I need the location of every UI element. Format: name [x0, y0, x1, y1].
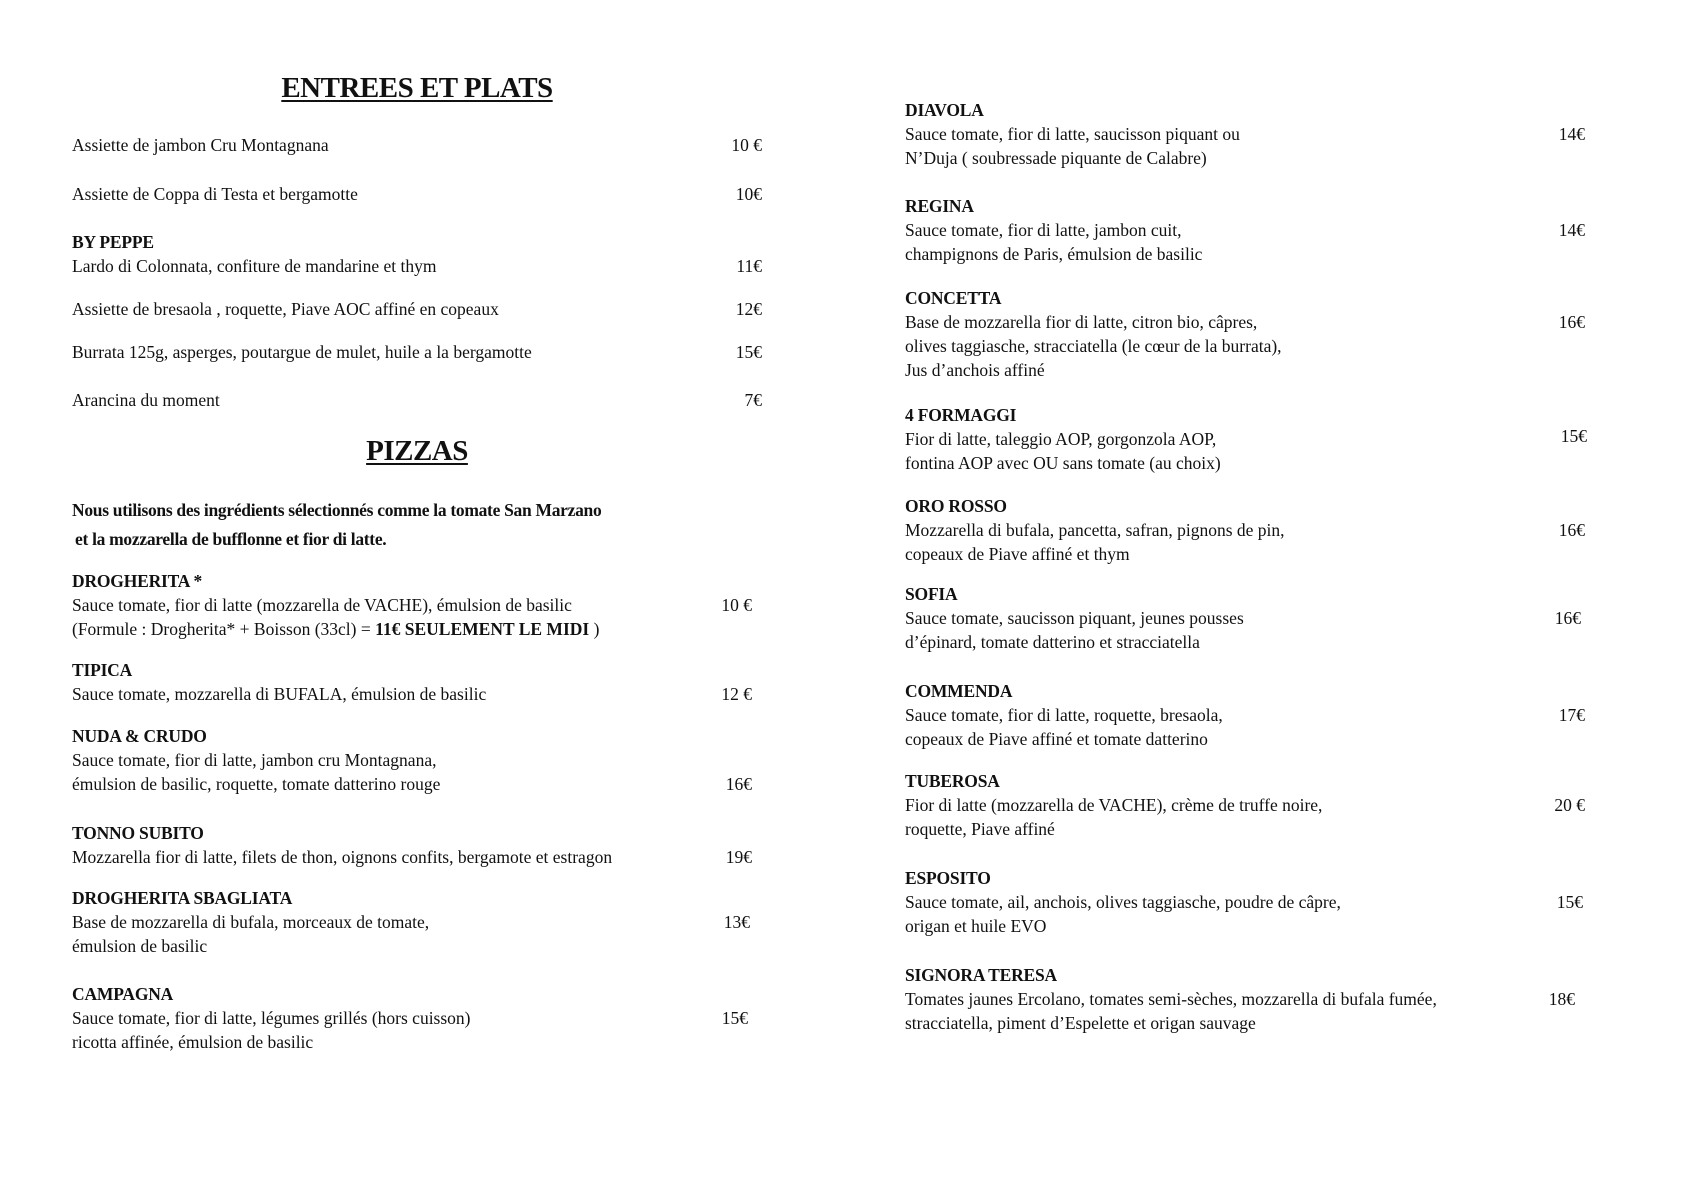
pizza-commenda: [905, 679, 1585, 751]
item-desc: Assiette de jambon Cru Montagnana: [72, 135, 329, 155]
item-price: 10 €: [731, 135, 762, 155]
item-price: 13€: [723, 912, 750, 932]
item-desc: Tomates jaunes Ercolano, tomates semi-sèches, mozzarella di bufala fumée,: [905, 989, 1437, 1009]
formula-offer: 11€ SEULEMENT LE MIDI: [375, 619, 590, 639]
item-price: 20 €: [1554, 795, 1585, 815]
item-price: 16€: [725, 774, 752, 794]
item-desc: Base de mozzarella di bufala, morceaux de tomate,: [72, 912, 430, 932]
item-price: 18€: [1548, 989, 1575, 1009]
pizza-campagna: [72, 982, 762, 1054]
item-name: ORO ROSSO: [905, 496, 1007, 516]
item-desc: Sauce tomate, fior di latte, légumes grillés (hors cuisson): [72, 1008, 471, 1028]
item-name: SIGNORA TERESA: [905, 965, 1057, 985]
pizza-signora-teresa: [905, 963, 1585, 1035]
item-desc: Assiette de Coppa di Testa et bergamotte: [72, 184, 358, 204]
pizza-drogherita-sbagliata: [72, 886, 762, 958]
item-desc: Sauce tomate, fior di latte, roquette, bresaola,: [905, 705, 1223, 725]
item-name: DIAVOLA: [905, 100, 984, 120]
item-price: 11€: [736, 256, 762, 276]
item-desc: Sauce tomate, fior di latte (mozzarella de VACHE), émulsion de basilic: [72, 595, 572, 615]
item-price: 15€: [735, 342, 762, 362]
item-desc: Sauce tomate, ail, anchois, olives taggiasche, poudre de câpre,: [905, 892, 1341, 912]
item-price: 15€: [1556, 892, 1583, 912]
item-price: 10€: [735, 184, 762, 204]
item-name: NUDA & CRUDO: [72, 726, 207, 746]
item-price: 16€: [1558, 312, 1585, 332]
item-desc: Sauce tomate, fior di latte, saucisson piquant ou: [905, 124, 1240, 144]
item-desc: Sauce tomate, mozzarella di BUFALA, émulsion de basilic: [72, 684, 487, 704]
item-price: 12 €: [721, 684, 752, 704]
item-desc: olives taggiasche, stracciatella (le cœur de la burrata),: [905, 336, 1282, 356]
item-desc: Mozzarella fior di latte, filets de thon, oignons confits, bergamote et estragon: [72, 847, 613, 867]
formula-suffix: ): [589, 619, 600, 639]
note-line-2: et la mozzarella de bufflonne et fior di latte.: [75, 529, 387, 549]
pizza-tuberosa: [905, 769, 1585, 841]
pizza-tipica: [72, 658, 762, 706]
item-name: CAMPAGNA: [72, 984, 174, 1004]
pizza-regina: [905, 194, 1585, 266]
item-price: 14€: [1558, 124, 1585, 144]
item-desc: origan et huile EVO: [905, 916, 1047, 936]
entree-item-1: [72, 133, 762, 157]
pizza-concetta: [905, 286, 1585, 382]
item-desc: Burrata 125g, asperges, poutargue de mulet, huile a la bergamotte: [72, 342, 532, 362]
item-price: 10 €: [721, 595, 752, 615]
item-desc: Sauce tomate, fior di latte, jambon cru Montagnana,: [72, 750, 437, 770]
item-desc: Mozzarella di bufala, pancetta, safran, pignons de pin,: [905, 520, 1285, 540]
pizza-tonno-subito: [72, 821, 762, 869]
item-desc: copeaux de Piave affiné et tomate datterino: [905, 729, 1208, 749]
item-desc: N’Duja ( soubressade piquante de Calabre): [905, 148, 1207, 168]
item-name: 4 FORMAGGI: [905, 405, 1017, 425]
pizzas-title: PIZZAS: [366, 435, 468, 467]
item-price: 15€: [721, 1008, 748, 1028]
item-desc: fontina AOP avec OU sans tomate (au choix): [905, 453, 1221, 473]
entree-item-by-peppe: [72, 230, 762, 278]
item-desc: Lardo di Colonnata, confiture de mandarine et thym: [72, 256, 437, 276]
item-desc: Jus d’anchois affiné: [905, 360, 1045, 380]
item-price: 16€: [1558, 520, 1585, 540]
entree-item-6: [72, 388, 762, 412]
item-name: TONNO SUBITO: [72, 823, 204, 843]
item-name: ESPOSITO: [905, 868, 991, 888]
item-name: BY PEPPE: [72, 232, 154, 252]
entree-item-2: [72, 182, 762, 206]
item-price: 14€: [1558, 220, 1585, 240]
item-price: 16€: [1554, 608, 1581, 628]
item-price: 7€: [744, 390, 762, 410]
item-desc: stracciatella, piment d’Espelette et origan sauvage: [905, 1013, 1256, 1033]
pizza-drogherita: [72, 569, 762, 641]
item-desc: émulsion de basilic, roquette, tomate datterino rouge: [72, 774, 441, 794]
entrees-title: ENTREES ET PLATS: [281, 72, 553, 104]
item-name: CONCETTA: [905, 288, 1002, 308]
item-price: 12€: [735, 299, 762, 319]
item-desc: champignons de Paris, émulsion de basilic: [905, 244, 1203, 264]
item-desc: Base de mozzarella fior di latte, citron bio, câpres,: [905, 312, 1258, 332]
pizza-oro-rosso: [905, 494, 1585, 566]
item-desc: roquette, Piave affiné: [905, 819, 1055, 839]
pizza-diavola: [905, 98, 1585, 170]
item-name: DROGHERITA *: [72, 571, 203, 591]
item-name: TIPICA: [72, 660, 133, 680]
item-name: DROGHERITA SBAGLIATA: [72, 888, 293, 908]
item-price: 19€: [725, 847, 752, 867]
entree-item-4: [72, 297, 762, 321]
item-name: COMMENDA: [905, 681, 1013, 701]
pizza-nuda-crudo: [72, 724, 762, 796]
item-name: TUBEROSA: [905, 771, 1000, 791]
item-price: 17€: [1558, 705, 1585, 725]
item-name: REGINA: [905, 196, 974, 216]
item-desc: Sauce tomate, fior di latte, jambon cuit,: [905, 220, 1182, 240]
pizza-sofia: [905, 582, 1585, 654]
item-desc: d’épinard, tomate datterino et stracciatella: [905, 632, 1200, 652]
item-desc: Sauce tomate, saucisson piquant, jeunes pousses: [905, 608, 1244, 628]
pizza-esposito: [905, 866, 1585, 938]
note-line-1: Nous utilisons des ingrédients sélectionnés comme la tomate San Marzano: [72, 500, 602, 520]
item-desc: Fior di latte (mozzarella de VACHE), crème de truffe noire,: [905, 795, 1323, 815]
pizza-4-formaggi: [905, 403, 1585, 475]
item-desc: copeaux de Piave affiné et thym: [905, 544, 1130, 564]
item-name: SOFIA: [905, 584, 958, 604]
formula-prefix: (Formule : Drogherita* + Boisson (33cl) =: [72, 619, 376, 639]
entree-item-5: [72, 340, 762, 364]
item-desc: Fior di latte, taleggio AOP, gorgonzola AOP,: [905, 429, 1217, 449]
item-desc: Arancina du moment: [72, 390, 220, 410]
item-desc: émulsion de basilic: [72, 936, 208, 956]
ingredients-note: [72, 496, 762, 554]
item-desc: Assiette de bresaola , roquette, Piave AOC affiné en copeaux: [72, 299, 499, 319]
item-desc: ricotta affinée, émulsion de basilic: [72, 1032, 314, 1052]
formula-line: [72, 617, 762, 641]
item-price: 15€: [1560, 426, 1587, 446]
